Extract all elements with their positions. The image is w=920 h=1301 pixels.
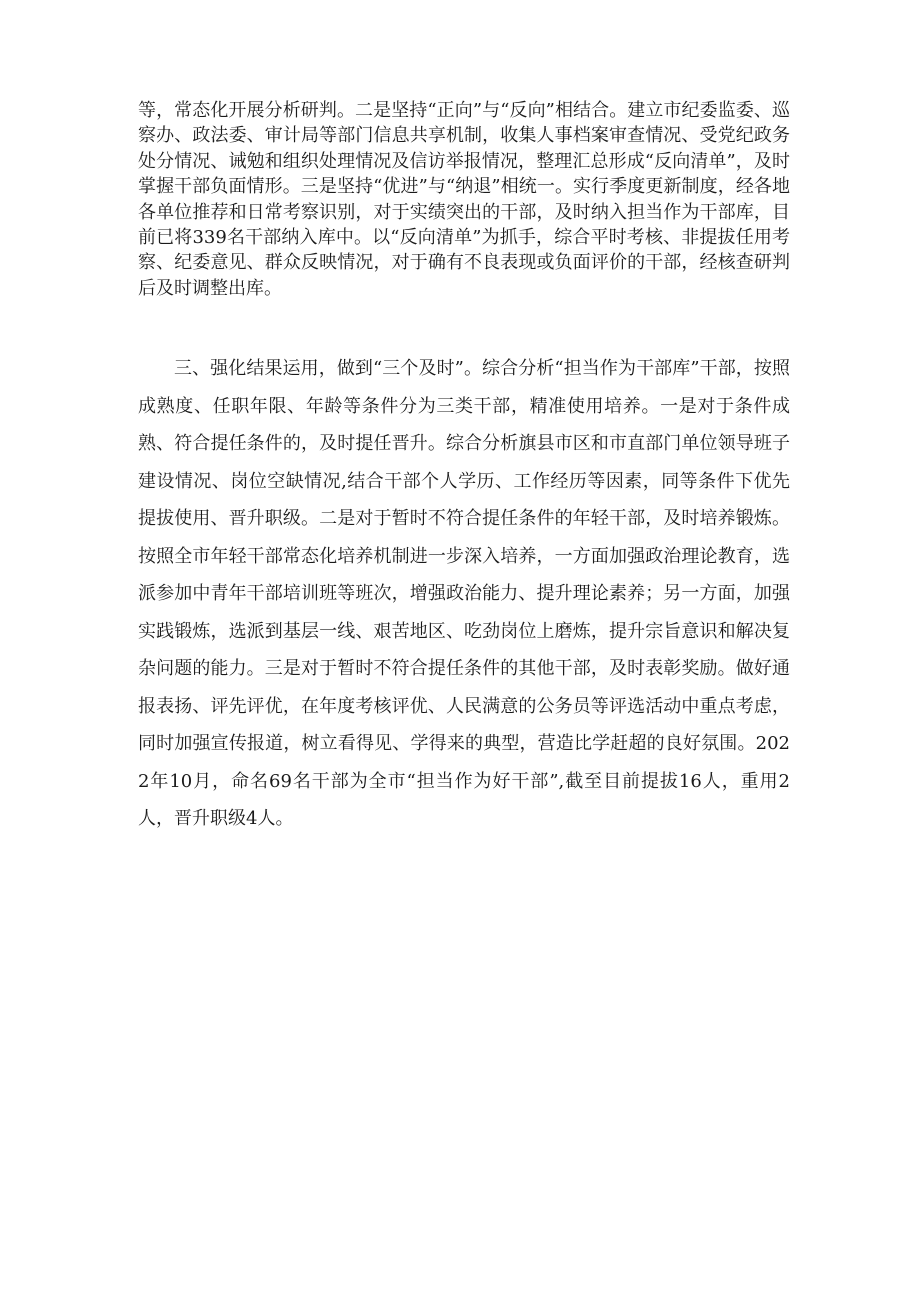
paragraph-section-three: 三、强化结果运用，做到“三个及时”。综合分析“担当作为干部库”干部，按照成熟度、任职年限、年龄等条件分为三类干部，精准使用培养。一是对于条件成熟、符合提任条件的，及时提任晋升。综合分析旗县市区和市直部门单位领导班子建设情况、岗位空缺情况,结合干部个人学历、工作经历等因素，同等条件下优先提拔使用、晋升职级。二是对于暂时不符合提任条件的年轻干部，及时培养锻炼。按照全市年轻干部常态化培养机制进一步深入培养，一方面加强政治理论教育，选派参加中青年干部培训班等班次，增强政治能力、提升理论素养；另一方面，加强实践锻炼，选派到基层一线、艰苦地区、吃劲岗位上磨炼，提升宗旨意识和解决复杂问题的能力。三是对于暂时不符合提任条件的其他干部，及时表彰奖励。做好通报表扬、评先评优，在年度考核评优、人民满意的公务员等评选活动中重点考虑，同时加强宣传报道，树立看得见、学得来的典型，营造比学赶超的良好氛围。2022年10月，命名69名干部为全市“担当作为好干部”,截至目前提拔16人，重用2人，晋升职级4人。 [138, 358, 790, 829]
paragraph-continuation: 等，常态化开展分析研判。二是坚持“正向”与“反向”相结合。建立市纪委监委、巡察办、政法委、审计局等部门信息共享机制，收集人事档案审查情况、受党纪政务处分情况、诫勉和组织处理情况及信访举报情况，整理汇总形成“反向清单”，及时掌握干部负面情形。三是坚持“优进”与“纳退”相统一。实行季度更新制度，经各地各单位推荐和日常考察识别，对于实绩突出的干部，及时纳入担当作为干部库，目前已将339名干部纳入库中。以“反向清单”为抓手，综合平时考核、非提拔任用考察、纪委意见、群众反映情况，对于确有不良表现或负面评价的干部，经核查研判后及时调整出库。 [138, 100, 790, 299]
